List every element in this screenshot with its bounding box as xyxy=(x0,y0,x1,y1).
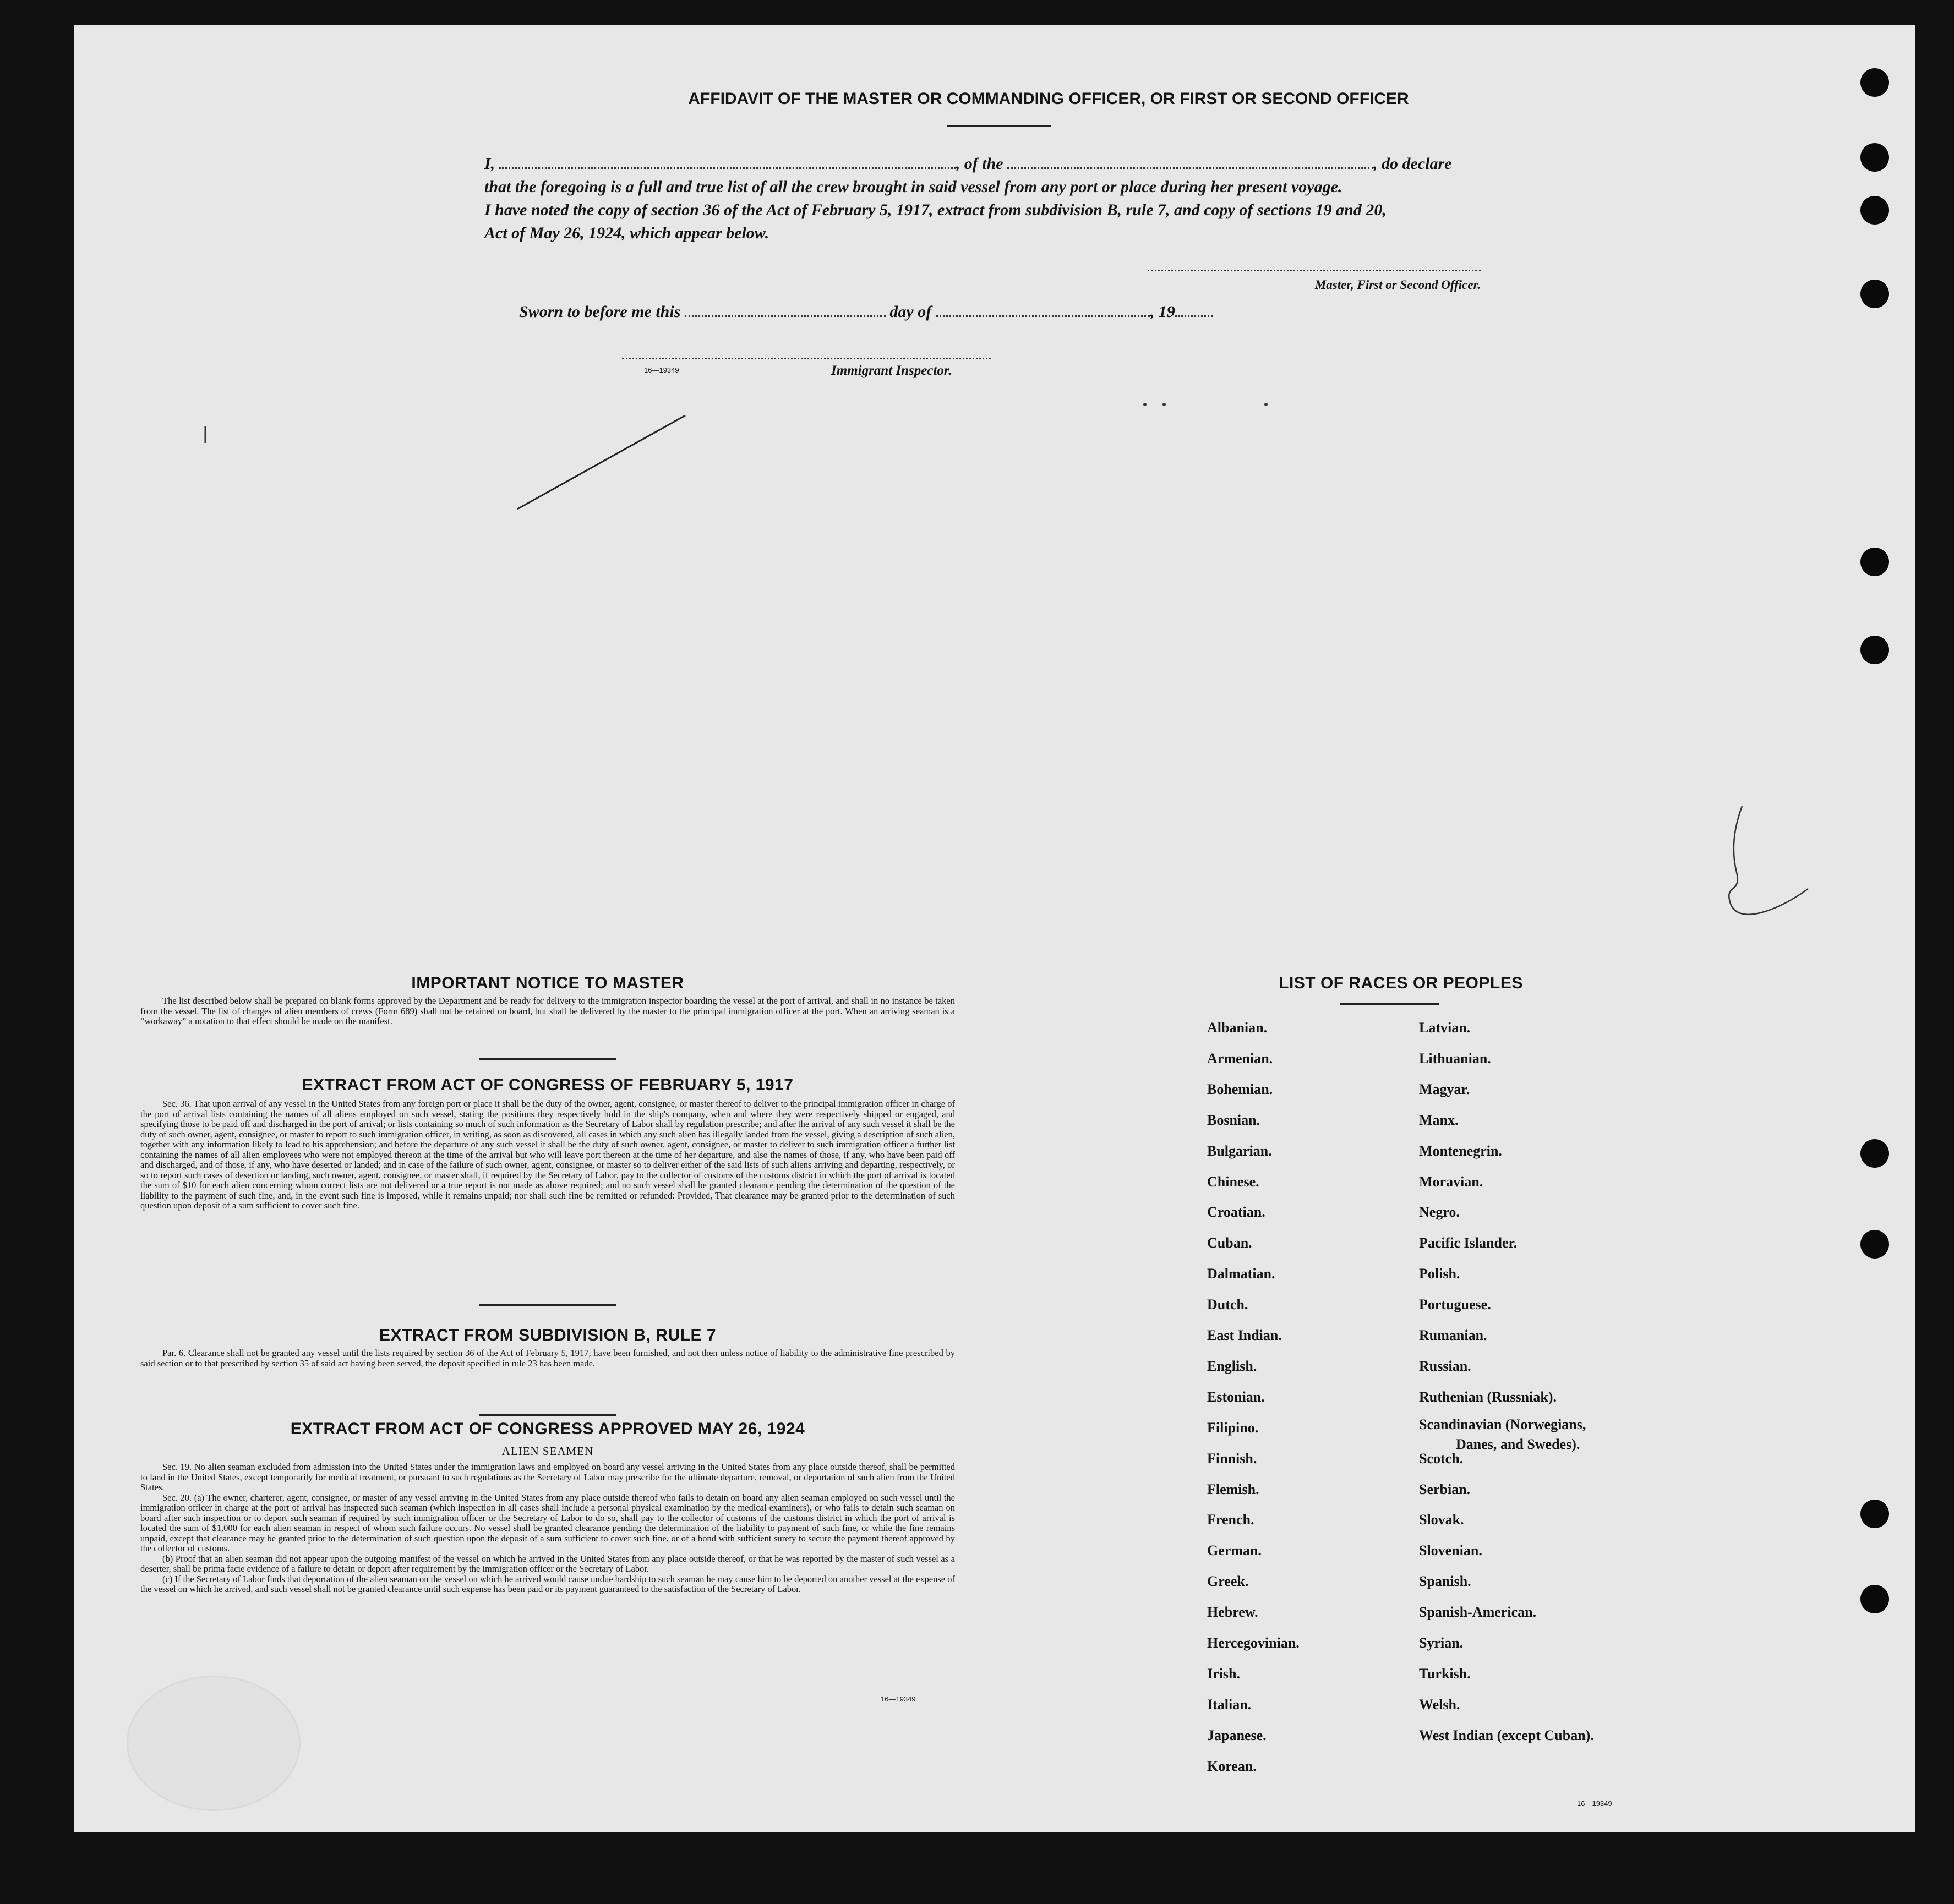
race-item-left: Estonian. xyxy=(1207,1389,1265,1405)
affidavit-line-3: I have noted the copy of section 36 of the Act of February 5, 1917, extract from subdivision B, rule 7, and copy of sections 19 and 20, xyxy=(484,201,1387,219)
race-item-left: Japanese. xyxy=(1207,1727,1267,1743)
race-item-left: French. xyxy=(1207,1512,1254,1528)
section-36-paragraph: Sec. 36. That upon arrival of any vessel in the United States from any foreign port or place it shall be the duty of the owner, agent, consignee, or master thereof to deliver to the principal immigration officer in charge of the port of arrival lists containing the names of all aliens employed on such vessel, stating the positions they respectively hold in the ship's company, when and where they were respectively shipped or engaged, and specifying those to be paid off and discharged in the port of arrival; or lists containing so much of such information as the Secretary of Labor shall by regulation prescribe; and after the arrival of any such vessel it shall be the duty of such owner, agent, consignee, or master to report to such immigration officer, in writing, as soon as discovered, all cases in which any such alien has illegally landed from the vessel, giving a description of such alien, together with any information likely to lead to his apprehension; and before the departure of any such vessel it shall be the duty of such owner, agent, consignee, or master to deliver to such immigration officer a further list containing the names of all alien employees who were not employed thereon at the time of the arrival but who will leave port thereon at the time of her departure, and also the names of those, if any, who have been paid off and discharged, and of those, if any, who have deserted or landed; and in case of the failure of such owner, agent, consignee, or master so to deliver either of the said lists of such aliens arriving and departing, respectively, or so to report such cases of desertion or landing, such owner, agent, consignee, or master shall, if required by the Secretary of Labor, pay to the collector of customs of the customs district in which the port of arrival is located the sum of $10 for each alien concerning whom correct lists are not delivered or a true report is not made as above required; and no such vessel shall be granted clearance pending the determination of the question of the liability to the payment of such fine, and, in the event such fine is imposed, while it remains unpaid; nor shall such fine be remitted or refunded: Provided, That clearance may be granted prior to the determination of such question upon deposit of a sum sufficient to cover such fine. xyxy=(140,1098,955,1211)
races-divider xyxy=(1340,1003,1439,1005)
declarant-label: I, xyxy=(484,155,495,173)
race-item-right: Lithuanian. xyxy=(1419,1051,1491,1066)
race-item-left: Chinese. xyxy=(1207,1174,1259,1190)
race-item-right: Slovak. xyxy=(1419,1512,1464,1528)
extract-1917-divider xyxy=(479,1304,616,1306)
race-item-right: Turkish. xyxy=(1419,1666,1471,1682)
pen-curve-mark xyxy=(1729,806,1808,915)
race-item-left: Albanian. xyxy=(1207,1020,1268,1036)
document-sheet xyxy=(74,25,1915,1832)
binder-hole xyxy=(1860,548,1889,576)
binder-hole xyxy=(1860,196,1889,225)
binder-hole xyxy=(1860,1500,1889,1528)
race-item-left: Croatian. xyxy=(1207,1204,1265,1220)
race-item-left: Irish. xyxy=(1207,1666,1240,1682)
section-20a-paragraph: Sec. 20. (a) The owner, charterer, agent, consignee, or master of any vessel arriving in the United States from any place outside thereof who fails to detain on board any alien seaman employed on such vessel until the immigration officer in charge at the port of arrival has inspected such seaman (which inspection in all cases shall include a personal physical examination by the medical examiners), or who fails to detain such seaman on board after such inspection or to deport such seaman if required by such immigration officer or the Secretary of Labor to do so, shall pay to the collector of customs of the customs district in which the port of arrival is located the sum of $1,000 for each alien seaman in respect of whom such failure occurs. No vessel shall be granted clearance pending the determination of the liability to payment of such fine, or while the fine remains unpaid, except that clearance may be granted prior to the determination of such question upon the deposit of a sum sufficient to cover such fine, or of a bond with sufficient surety to secure the payment thereof approved by the collector of customs. xyxy=(140,1492,955,1553)
race-item-right: Moravian. xyxy=(1419,1174,1483,1190)
race-item-left: Dutch. xyxy=(1207,1296,1248,1312)
binder-hole xyxy=(1860,68,1889,97)
race-item-right: Negro. xyxy=(1419,1204,1460,1220)
race-item-left: English. xyxy=(1207,1358,1257,1374)
declare-label: , do declare xyxy=(1373,155,1452,173)
notice-paragraph: The list described below shall be prepared on blank forms approved by the Department and be ready for delivery to the immigration inspector boarding the vessel at the port of arrival, and shall in no instance be taken from the vessel. The list of changes of alien members of crews (Form 689) shall not be retained on board, but shall be delivered by the master to the principal immigration officer at the port. When an arriving seaman is a “workaway” a notation to that effect should be made on the manifest. xyxy=(140,995,955,1026)
race-item-right: Danes, and Swedes). xyxy=(1456,1436,1580,1452)
race-item-left: Bulgarian. xyxy=(1207,1143,1272,1159)
notice-divider xyxy=(479,1058,616,1060)
extract-1917-body xyxy=(140,1099,955,1211)
binder-hole xyxy=(1860,1230,1889,1259)
binder-hole xyxy=(1860,280,1889,308)
race-item-right: Slovenian. xyxy=(1419,1542,1482,1558)
race-item-right: Pacific Islander. xyxy=(1419,1235,1518,1251)
form-code-bottom-right: 16—19349 xyxy=(1577,1799,1612,1808)
race-item-left: Cuban. xyxy=(1207,1235,1252,1251)
race-item-left: Finnish. xyxy=(1207,1451,1257,1467)
race-item-right: Ruthenian (Russniak). xyxy=(1419,1389,1557,1405)
section-20c-paragraph: (c) If the Secretary of Labor finds that deportation of the alien seaman on the vessel on which he arrived would cause undue hardship to such seaman he may cause him to be deported on another vessel at the expense of the vessel on which he arrived, and such vessel shall not be granted clearance until such expense has been paid or its payment guaranteed to the satisfaction of the Secretary of Labor. xyxy=(140,1573,955,1594)
day-of-label: day of xyxy=(889,303,932,321)
race-item-right: Russian. xyxy=(1419,1358,1471,1374)
inspector-label: Immigrant Inspector. xyxy=(831,363,952,378)
race-item-right: Scotch. xyxy=(1419,1451,1464,1467)
form-code-top: 16—19349 xyxy=(644,366,679,374)
extract-1924-title: EXTRACT FROM ACT OF CONGRESS APPROVED MAY 26, 1924 xyxy=(290,1420,805,1438)
alien-seamen-subtitle: ALIEN SEAMEN xyxy=(501,1445,594,1458)
binder-hole xyxy=(1860,1585,1889,1613)
embossed-seal xyxy=(127,1676,301,1811)
notice-title: IMPORTANT NOTICE TO MASTER xyxy=(411,974,684,992)
race-item-left: Bohemian. xyxy=(1207,1081,1273,1097)
master-signature-label: Master, First or Second Officer. xyxy=(1314,278,1481,292)
affidavit-line-2: that the foregoing is a full and true list of all the crew brought in said vessel from any port or place during her present voyage. xyxy=(484,178,1342,196)
race-item-right: Scandinavian (Norwegians, xyxy=(1419,1416,1586,1432)
race-item-left: Flemish. xyxy=(1207,1481,1259,1497)
affidavit-line-4: Act of May 26, 1924, which appear below. xyxy=(484,224,769,242)
race-item-right: Serbian. xyxy=(1419,1481,1471,1497)
race-item-right: West Indian (except Cuban). xyxy=(1419,1727,1594,1743)
notice-body xyxy=(140,996,955,1027)
form-code-bottom-left: 16—19349 xyxy=(881,1695,916,1703)
race-item-right: Rumanian. xyxy=(1419,1327,1487,1343)
race-item-left: Hercegovinian. xyxy=(1207,1635,1300,1651)
race-item-left: Bosnian. xyxy=(1207,1112,1260,1128)
section-20b-paragraph: (b) Proof that an alien seaman did not appear upon the outgoing manifest of the vessel on which he arrived in the United States from any place outside thereof, or that he was reported by the master of such vessel as a deserter, shall be prima facie evidence of a failure to detain or deport after requirement by the immigration officer or the Secretary of Labor. xyxy=(140,1553,955,1574)
race-item-right: Magyar. xyxy=(1419,1081,1470,1097)
races-title: LIST OF RACES OR PEOPLES xyxy=(1279,974,1523,992)
pen-stroke-mark xyxy=(517,415,685,509)
subdivision-divider xyxy=(479,1414,616,1416)
race-item-right: Syrian. xyxy=(1419,1635,1464,1651)
binder-hole xyxy=(1860,636,1889,664)
race-item-right: Montenegrin. xyxy=(1419,1143,1502,1159)
race-item-left: East Indian. xyxy=(1207,1327,1282,1343)
race-item-right: Manx. xyxy=(1419,1112,1459,1128)
race-item-left: Dalmatian. xyxy=(1207,1266,1275,1282)
race-item-right: Portuguese. xyxy=(1419,1296,1491,1312)
sworn-label: Sworn to before me this xyxy=(519,303,681,321)
affidavit-title: AFFIDAVIT OF THE MASTER OR COMMANDING OFFICER, OR FIRST OR SECOND OFFICER xyxy=(688,90,1409,108)
extract-1924-body xyxy=(140,1462,955,1595)
race-item-right: Latvian. xyxy=(1419,1020,1471,1036)
race-item-left: Greek. xyxy=(1207,1573,1249,1589)
race-item-right: Welsh. xyxy=(1419,1697,1460,1712)
race-item-right: Spanish-American. xyxy=(1419,1604,1537,1620)
subdivision-body xyxy=(140,1348,955,1369)
paragraph-6: Par. 6. Clearance shall not be granted any vessel until the lists required by section 36 of the Act of February 5, 1917, have been furnished, and not then unless notice of liability to the administrative fine prescribed by said section or to that prescribed by section 35 of said act having been served, the deposit specified in rule 23 has been made. xyxy=(140,1348,955,1369)
race-item-left: German. xyxy=(1207,1542,1262,1558)
race-item-left: Armenian. xyxy=(1207,1051,1273,1066)
extract-1917-title: EXTRACT FROM ACT OF CONGRESS OF FEBRUARY 5, 1917 xyxy=(302,1076,794,1094)
race-item-left: Korean. xyxy=(1207,1758,1257,1774)
race-item-right: Spanish. xyxy=(1419,1573,1471,1589)
binder-hole xyxy=(1860,143,1889,172)
binder-hole xyxy=(1860,1139,1889,1168)
section-19-paragraph: Sec. 19. No alien seaman excluded from admission into the United States under the immigration laws and employed on board any vessel arriving in the United States from any place outside thereof, shall be permitted to land in the United States, except temporarily for medical treatment, or pursuant to such regulations as the Secretary of Labor may prescribe for the ultimate departure, removal, or deportation of such alien from the United States. xyxy=(140,1462,955,1492)
race-item-right: Polish. xyxy=(1419,1266,1460,1282)
race-item-left: Hebrew. xyxy=(1207,1604,1258,1620)
race-item-left: Filipino. xyxy=(1207,1420,1259,1436)
subdivision-title: EXTRACT FROM SUBDIVISION B, RULE 7 xyxy=(379,1326,717,1344)
vessel-label: , of the xyxy=(956,155,1003,173)
year-label: , 19 xyxy=(1150,303,1175,321)
race-item-left: Italian. xyxy=(1207,1697,1252,1712)
